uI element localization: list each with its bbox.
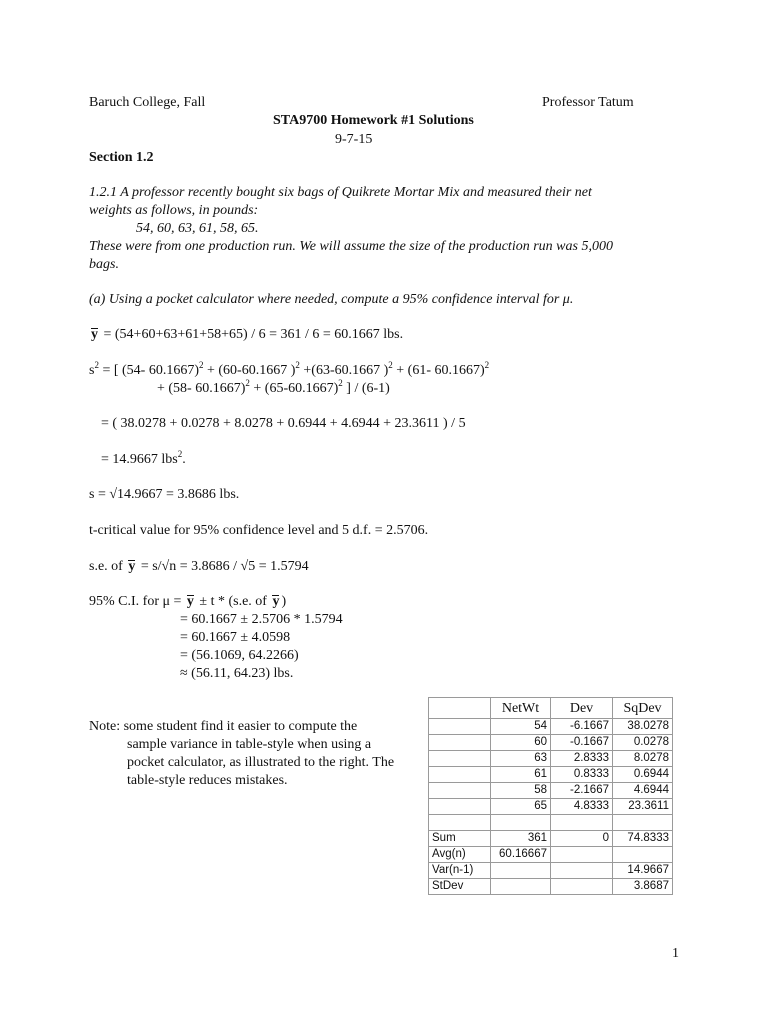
header-left: Baruch College, Fall [89,95,206,110]
document-title: STA9700 Homework #1 Solutions [273,113,474,128]
column-header: Dev [551,698,613,719]
problem-data: 54, 60, 63, 61, 58, 65. [136,221,259,236]
problem-text-line: These were from one production run. We will assume the size of the production run was 5,000 [89,239,613,254]
table-summary-row: Sum 361 0 74.8333 [429,831,673,847]
table-row: 60 -0.1667 0.0278 [429,735,673,751]
confidence-interval-line-2: = 60.1667 ± 2.5706 * 1.5794 [180,612,343,627]
table-row: 63 2.8333 8.0278 [429,751,673,767]
column-header: NetWt [491,698,551,719]
table-summary-row: StDev 3.8687 [429,879,673,895]
table-row: 58 -2.1667 4.6944 [429,783,673,799]
table-blank-row [429,815,673,831]
table-header-row [429,698,673,719]
problem-text-line: 1.2.1 A professor recently bought six bags of Quikrete Mortar Mix and measured their net [89,185,592,200]
variance-equation-line-1: $s^2$ = [ (54- 60.1667)$^2$ + (60-60.1667 )$^2$ +(63-60.1667 )$^2$ + (61- 60.1667)$^2$ [89,360,490,378]
note-line: table-style reduces mistakes. [127,773,288,788]
section-heading: Section 1.2 [89,150,154,165]
variance-equation-line-2: + (58- $60.1667)^2 + (65-60.1667)^2$ ] / (6-1) [157,378,390,396]
t-critical-line: t-critical value for 95% confidence level and 5 d.f. = 2.5706. [89,523,429,538]
table-row: 61 0.8333 0.6944 [429,767,673,783]
note-line: pocket calculator, as illustrated to the right. The [127,755,395,770]
mean-equation: y = (54+60+63+61+58+65) / 6 = 361 / 6 = 60.1667 lbs. [91,327,404,342]
column-header: SqDev [613,698,673,719]
confidence-interval-line-1: 95% C.I. for μ = y ± t * (s.e. of y ) [89,594,287,609]
spreadsheet-table [428,697,673,895]
confidence-interval-line-3: = 60.1667 ± 4.0598 [180,630,291,645]
note-line: Note: some student find it easier to compute the [89,719,358,734]
standard-error-equation: s.e. of y = s/√n = 3.8686 / √5 = 1.5794 [89,559,309,574]
table-summary-row: Var(n-1) 14.9667 [429,863,673,879]
header-right: Professor Tatum [542,95,634,110]
problem-text-line: bags. [89,257,119,272]
page-number: 1 [672,946,679,961]
ybar-symbol: y [91,327,98,342]
variance-result: = 14.9667 lbs$^2$. [101,449,186,467]
part-a-question: (a) Using a pocket calculator where needed, compute a 95% confidence interval for μ. [89,292,574,307]
table-summary-row: Avg(n) 60.16667 [429,847,673,863]
confidence-interval-line-4: = (56.1069, 64.2266) [180,648,299,663]
confidence-interval-result: ≈ (56.11, 64.23) lbs. [180,666,294,681]
problem-text-line: weights as follows, in pounds: [89,203,259,218]
note-line: sample variance in table-style when using a [127,737,372,752]
variance-equation-line-3: = ( 38.0278 + 0.0278 + 8.0278 + 0.6944 + 4.6944 + 23.3611 ) / 5 [101,416,466,431]
std-dev-equation: s = √14.9667 = 3.8686 lbs. [89,487,240,502]
table-row: 54 -6.1667 38.0278 [429,719,673,735]
table-row: 65 4.8333 23.3611 [429,799,673,815]
document-date: 9-7-15 [335,132,373,147]
